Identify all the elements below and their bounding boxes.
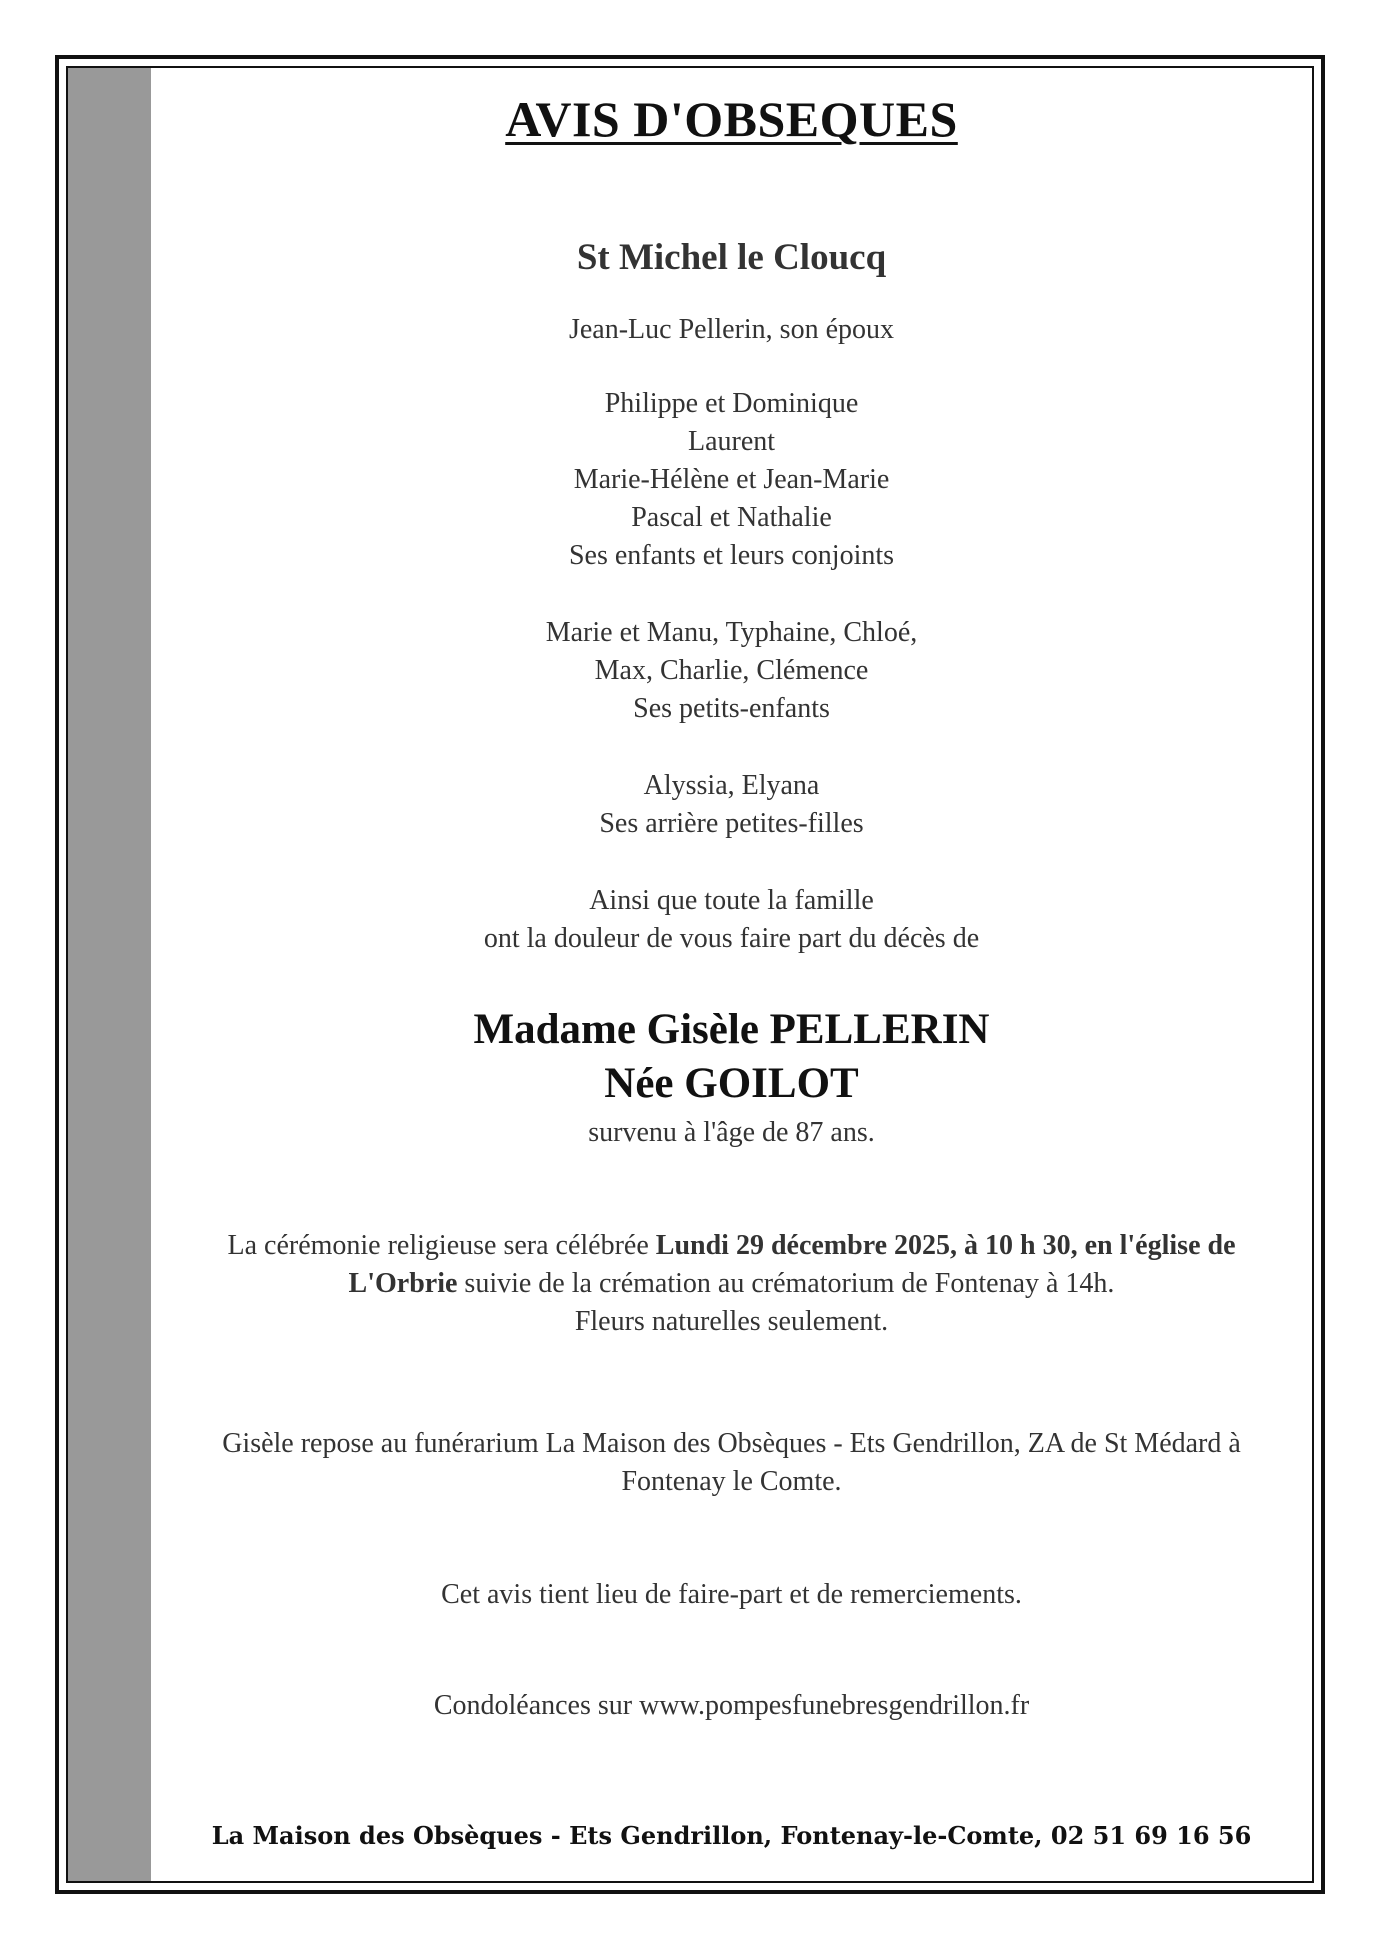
grandchildren-line: Ses petits-enfants (633, 693, 830, 724)
great-grandchildren-block (151, 767, 1312, 843)
ceremony-intro: La cérémonie religieuse sera célébrée (227, 1230, 656, 1261)
children-line: Ses enfants et leurs conjoints (568, 540, 895, 571)
deceased-birth-name: Née GOILOT (604, 1060, 859, 1107)
grandchildren-line: Marie et Manu, Typhaine, Chloé, (545, 617, 918, 648)
spouse-line: Jean-Luc Pellerin, son époux (568, 314, 895, 345)
deceased-block (151, 1003, 1312, 1111)
children-line: Philippe et Dominique (604, 388, 859, 419)
family-line: ont la douleur de vous faire part du décès de (483, 923, 980, 954)
family-block (151, 882, 1312, 958)
great-grandchildren-line: Ses arrière petites-filles (599, 808, 864, 839)
flowers-note: Fleurs naturelles seulement. (574, 1306, 889, 1337)
children-line: Marie-Hélène et Jean-Marie (573, 464, 890, 495)
thanks-line: Cet avis tient lieu de faire-part et de remerciements. (441, 1579, 1022, 1610)
location: St Michel le Cloucq (576, 237, 887, 278)
notice-title: AVIS D'OBSEQUES (505, 91, 958, 147)
funeral-home-footer: La Maison des Obsèques - Ets Gendrillon, Fontenay-le-Comte, 02 51 69 16 56 (211, 1821, 1252, 1850)
family-line: Ainsi que toute la famille (589, 885, 874, 916)
grandchildren-block (151, 614, 1312, 728)
deceased-name: Madame Gisèle PELLERIN (473, 1006, 990, 1053)
age-line: survenu à l'âge de 87 ans. (588, 1117, 875, 1148)
side-band (68, 68, 151, 1881)
ceremony-paragraph (181, 1227, 1282, 1341)
notice-content (151, 68, 1312, 1881)
grandchildren-line: Max, Charlie, Clémence (594, 655, 869, 686)
repose-paragraph: Gisèle repose au funérarium La Maison des Obsèques - Ets Gendrillon, ZA de St Médard à Fontenay le Comte. (222, 1428, 1241, 1497)
spouse-block (151, 311, 1312, 349)
great-grandchildren-line: Alyssia, Elyana (643, 770, 820, 801)
children-line: Pascal et Nathalie (631, 502, 832, 533)
children-block (151, 385, 1312, 575)
ceremony-rest: suivie de la crémation au crématorium de Fontenay à 14h. (457, 1268, 1115, 1299)
children-line: Laurent (687, 426, 776, 457)
ceremony-when: Lundi 29 décembre 2025, à 10 h 30, en l'église de L'Orbrie (348, 1230, 1236, 1299)
condolences-line: Condoléances sur www.pompesfunebresgendrillon.fr (433, 1690, 1030, 1721)
